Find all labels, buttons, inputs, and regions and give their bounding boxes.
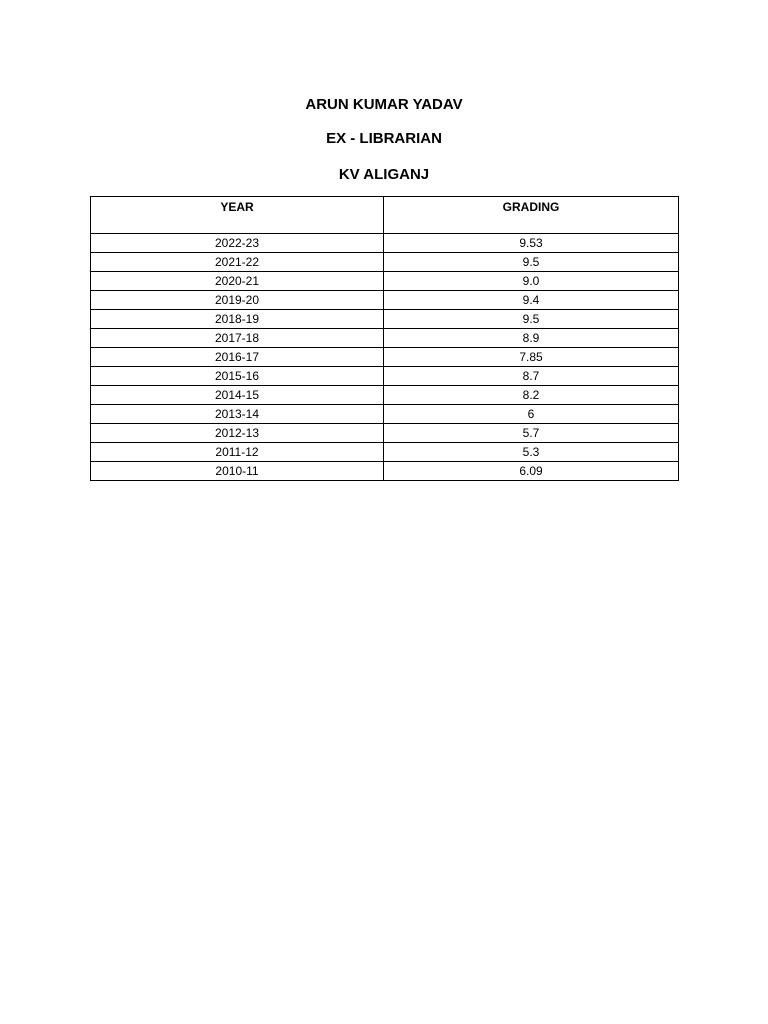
grading-cell: 9.5 [384,310,679,329]
grading-table [90,196,679,481]
year-cell: 2019-20 [91,291,384,310]
grading-cell: 5.7 [384,424,679,443]
grading-cell: 9.5 [384,253,679,272]
grading-column-header: GRADING [384,197,679,234]
page-title-name: ARUN KUMAR YADAV [305,96,463,113]
school-heading: KV ALIGANJ [338,166,430,183]
grading-cell: 5.3 [384,443,679,462]
grading-cell: 8.9 [384,329,679,348]
table-row [91,348,679,367]
grading-cell: 9.53 [384,234,679,253]
table-row [91,367,679,386]
table-row [91,329,679,348]
table-row [91,386,679,405]
year-column-header: YEAR [91,197,384,234]
year-cell: 2015-16 [91,367,384,386]
year-cell: 2010-11 [91,462,384,481]
year-cell: 2017-18 [91,329,384,348]
grading-cell: 7.85 [384,348,679,367]
year-cell: 2020-21 [91,272,384,291]
designation-heading: EX - LIBRARIAN [326,130,442,147]
table-row [91,462,679,481]
year-cell: 2021-22 [91,253,384,272]
year-cell: 2012-13 [91,424,384,443]
table-row [91,291,679,310]
table-row [91,405,679,424]
year-cell: 2016-17 [91,348,384,367]
grading-cell: 9.0 [384,272,679,291]
grading-cell: 9.4 [384,291,679,310]
grading-cell: 6 [384,405,679,424]
table-row [91,443,679,462]
grading-cell: 8.7 [384,367,679,386]
table-row [91,234,679,253]
year-cell: 2011-12 [91,443,384,462]
year-cell: 2013-14 [91,405,384,424]
grading-cell: 6.09 [384,462,679,481]
table-row [91,253,679,272]
year-cell: 2014-15 [91,386,384,405]
table-header-row [91,197,679,234]
table-row [91,310,679,329]
year-cell: 2018-19 [91,310,384,329]
table-row [91,272,679,291]
grading-cell: 8.2 [384,386,679,405]
year-cell: 2022-23 [91,234,384,253]
table-row [91,424,679,443]
